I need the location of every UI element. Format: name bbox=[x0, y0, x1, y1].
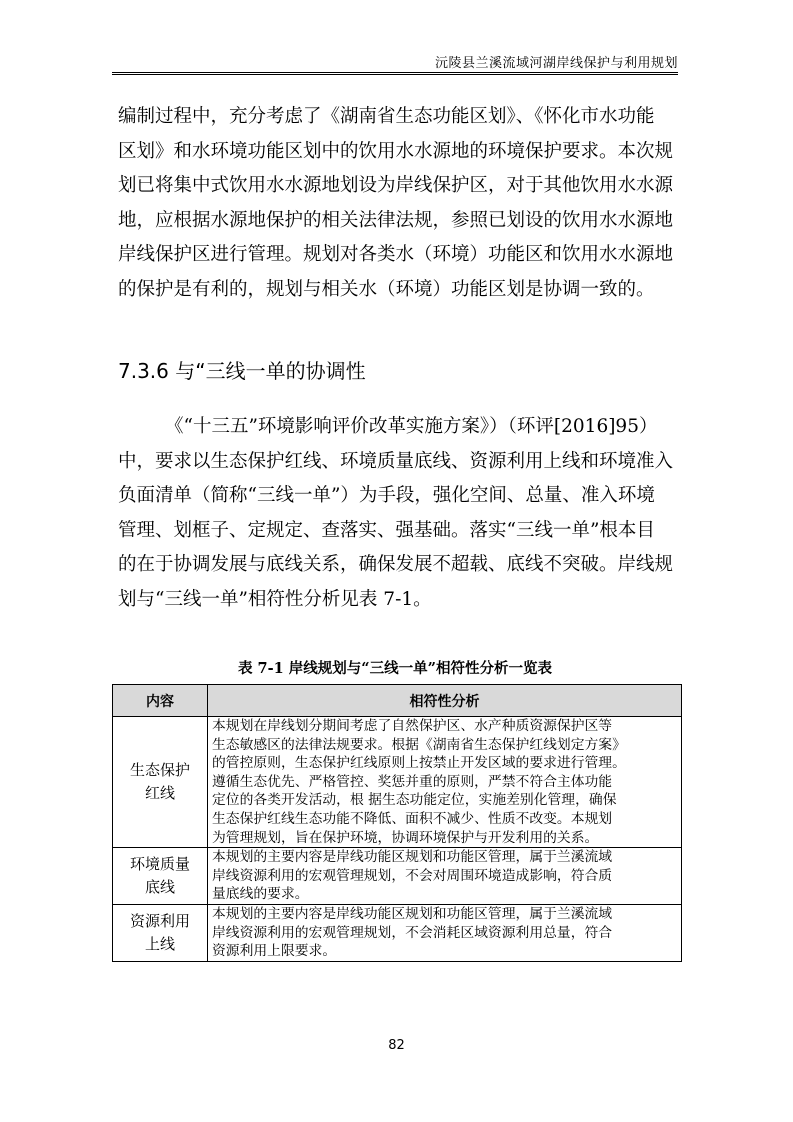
body-paragraph-1 bbox=[118, 100, 674, 307]
analysis-line: 本规划的主要内容是岸线功能区规划和功能区管理，属于兰溪流域 bbox=[212, 905, 613, 922]
body-paragraph-2 bbox=[118, 410, 674, 617]
analysis-line: 岸线资源利用的宏观管理规划，不会消耗区域资源利用总量，符合 bbox=[212, 924, 613, 941]
paragraph-line: 地，应根据水源地保护的相关法律法规，参照已划设的饮用水水源地 bbox=[118, 209, 674, 231]
paragraph-line: 负面清单（简称“三线一单”）为手段，强化空间、总量、准入环境 bbox=[118, 485, 655, 506]
table-header-row bbox=[113, 685, 682, 717]
paragraph-line: 管理、划框子、定规定、查落实、强基础。落实“三线一单”根本目 bbox=[118, 519, 655, 541]
paragraph-line: 编制过程中，充分考虑了《湖南省生态功能区划》、《怀化市水功能 bbox=[118, 106, 655, 127]
analysis-line: 生态敏感区的法律法规要求。根据《湖南省生态保护红线划定方案》 bbox=[212, 736, 626, 753]
paragraph-line: 的保护是有利的，规划与相关水（环境）功能区划是协调一致的。 bbox=[118, 278, 655, 300]
header-rule bbox=[112, 72, 678, 75]
paragraph-line: 划与“三线一单”相符性分析见表 7-1。 bbox=[118, 588, 432, 610]
row-analysis-cell bbox=[208, 904, 682, 961]
paragraph-line: 划已将集中式饮用水水源地划设为岸线保护区，对于其他饮用水水源 bbox=[118, 175, 674, 196]
table-row bbox=[113, 848, 682, 905]
section-heading: 7.3.6 与“三线一单的协调性 bbox=[118, 359, 366, 383]
running-header: 沅陵县兰溪流域河湖岸线保护与利用规划 bbox=[434, 56, 678, 71]
analysis-line: 生态保护红线生态功能不降低、面积不减少、性质不改变。本规划 bbox=[212, 810, 613, 827]
item-line: 资源利用 bbox=[129, 911, 190, 930]
row-analysis-cell bbox=[208, 717, 682, 848]
item-line: 红线 bbox=[144, 784, 175, 803]
paragraph-line: 《“十三五”环境影响评价改革实施方案》）（环评[2016]95） bbox=[165, 416, 658, 437]
paragraph-line: 中，要求以生态保护红线、环境质量底线、资源利用上线和环境准入 bbox=[118, 450, 674, 472]
table-caption: 表 7-1 岸线规划与“三线一单”相符性分析一览表 bbox=[238, 660, 552, 677]
analysis-line: 为管理规划，旨在保护环境，协调环境保护与开发利用的关系。 bbox=[212, 829, 599, 846]
analysis-line: 的管控原则，生态保护红线原则上按禁止开发区域的要求进行管理。 bbox=[212, 755, 626, 772]
analysis-line: 岸线资源利用的宏观管理规划，不会对周围环境造成影响，符合质 bbox=[212, 867, 613, 884]
page-number: 82 bbox=[388, 1038, 405, 1053]
column-header-analysis: 相符性分析 bbox=[208, 685, 682, 717]
analysis-line: 本规划在岸线划分期间考虑了自然保护区、水产种质资源保护区等 bbox=[212, 718, 613, 734]
item-line: 底线 bbox=[144, 878, 175, 897]
row-analysis-cell bbox=[208, 848, 682, 905]
paragraph-line: 的在于协调发展与底线关系，确保发展不超载、底线不突破。岸线规 bbox=[118, 554, 674, 575]
analysis-line: 本规划的主要内容是岸线功能区规划和功能区管理，属于兰溪流域 bbox=[212, 849, 613, 866]
column-header-content: 内容 bbox=[113, 685, 208, 717]
paragraph-line: 岸线保护区进行管理。规划对各类水（环境）功能区和饮用水水源地 bbox=[118, 244, 674, 265]
analysis-line: 量底线的要求。 bbox=[212, 886, 309, 903]
analysis-line: 遵循生态优先、严格管控、奖惩并重的原则，严禁不符合主体功能 bbox=[212, 773, 613, 790]
item-line: 环境质量 bbox=[129, 855, 190, 874]
analysis-line: 定位的各类开发活动，根 据生态功能定位，实施差别化管理，确保 bbox=[212, 792, 617, 809]
item-line: 生态保护 bbox=[129, 761, 190, 780]
item-line: 上线 bbox=[144, 934, 175, 953]
row-item-cell bbox=[113, 717, 208, 848]
paragraph-line: 区划》和水环境功能区划中的饮用水水源地的环境保护要求。本次规 bbox=[118, 140, 674, 162]
table-row bbox=[113, 717, 682, 848]
row-item-cell bbox=[113, 848, 208, 905]
table-row bbox=[113, 904, 682, 961]
compatibility-table bbox=[112, 684, 682, 962]
row-item-cell bbox=[113, 904, 208, 961]
analysis-line: 资源利用上限要求。 bbox=[212, 943, 337, 960]
